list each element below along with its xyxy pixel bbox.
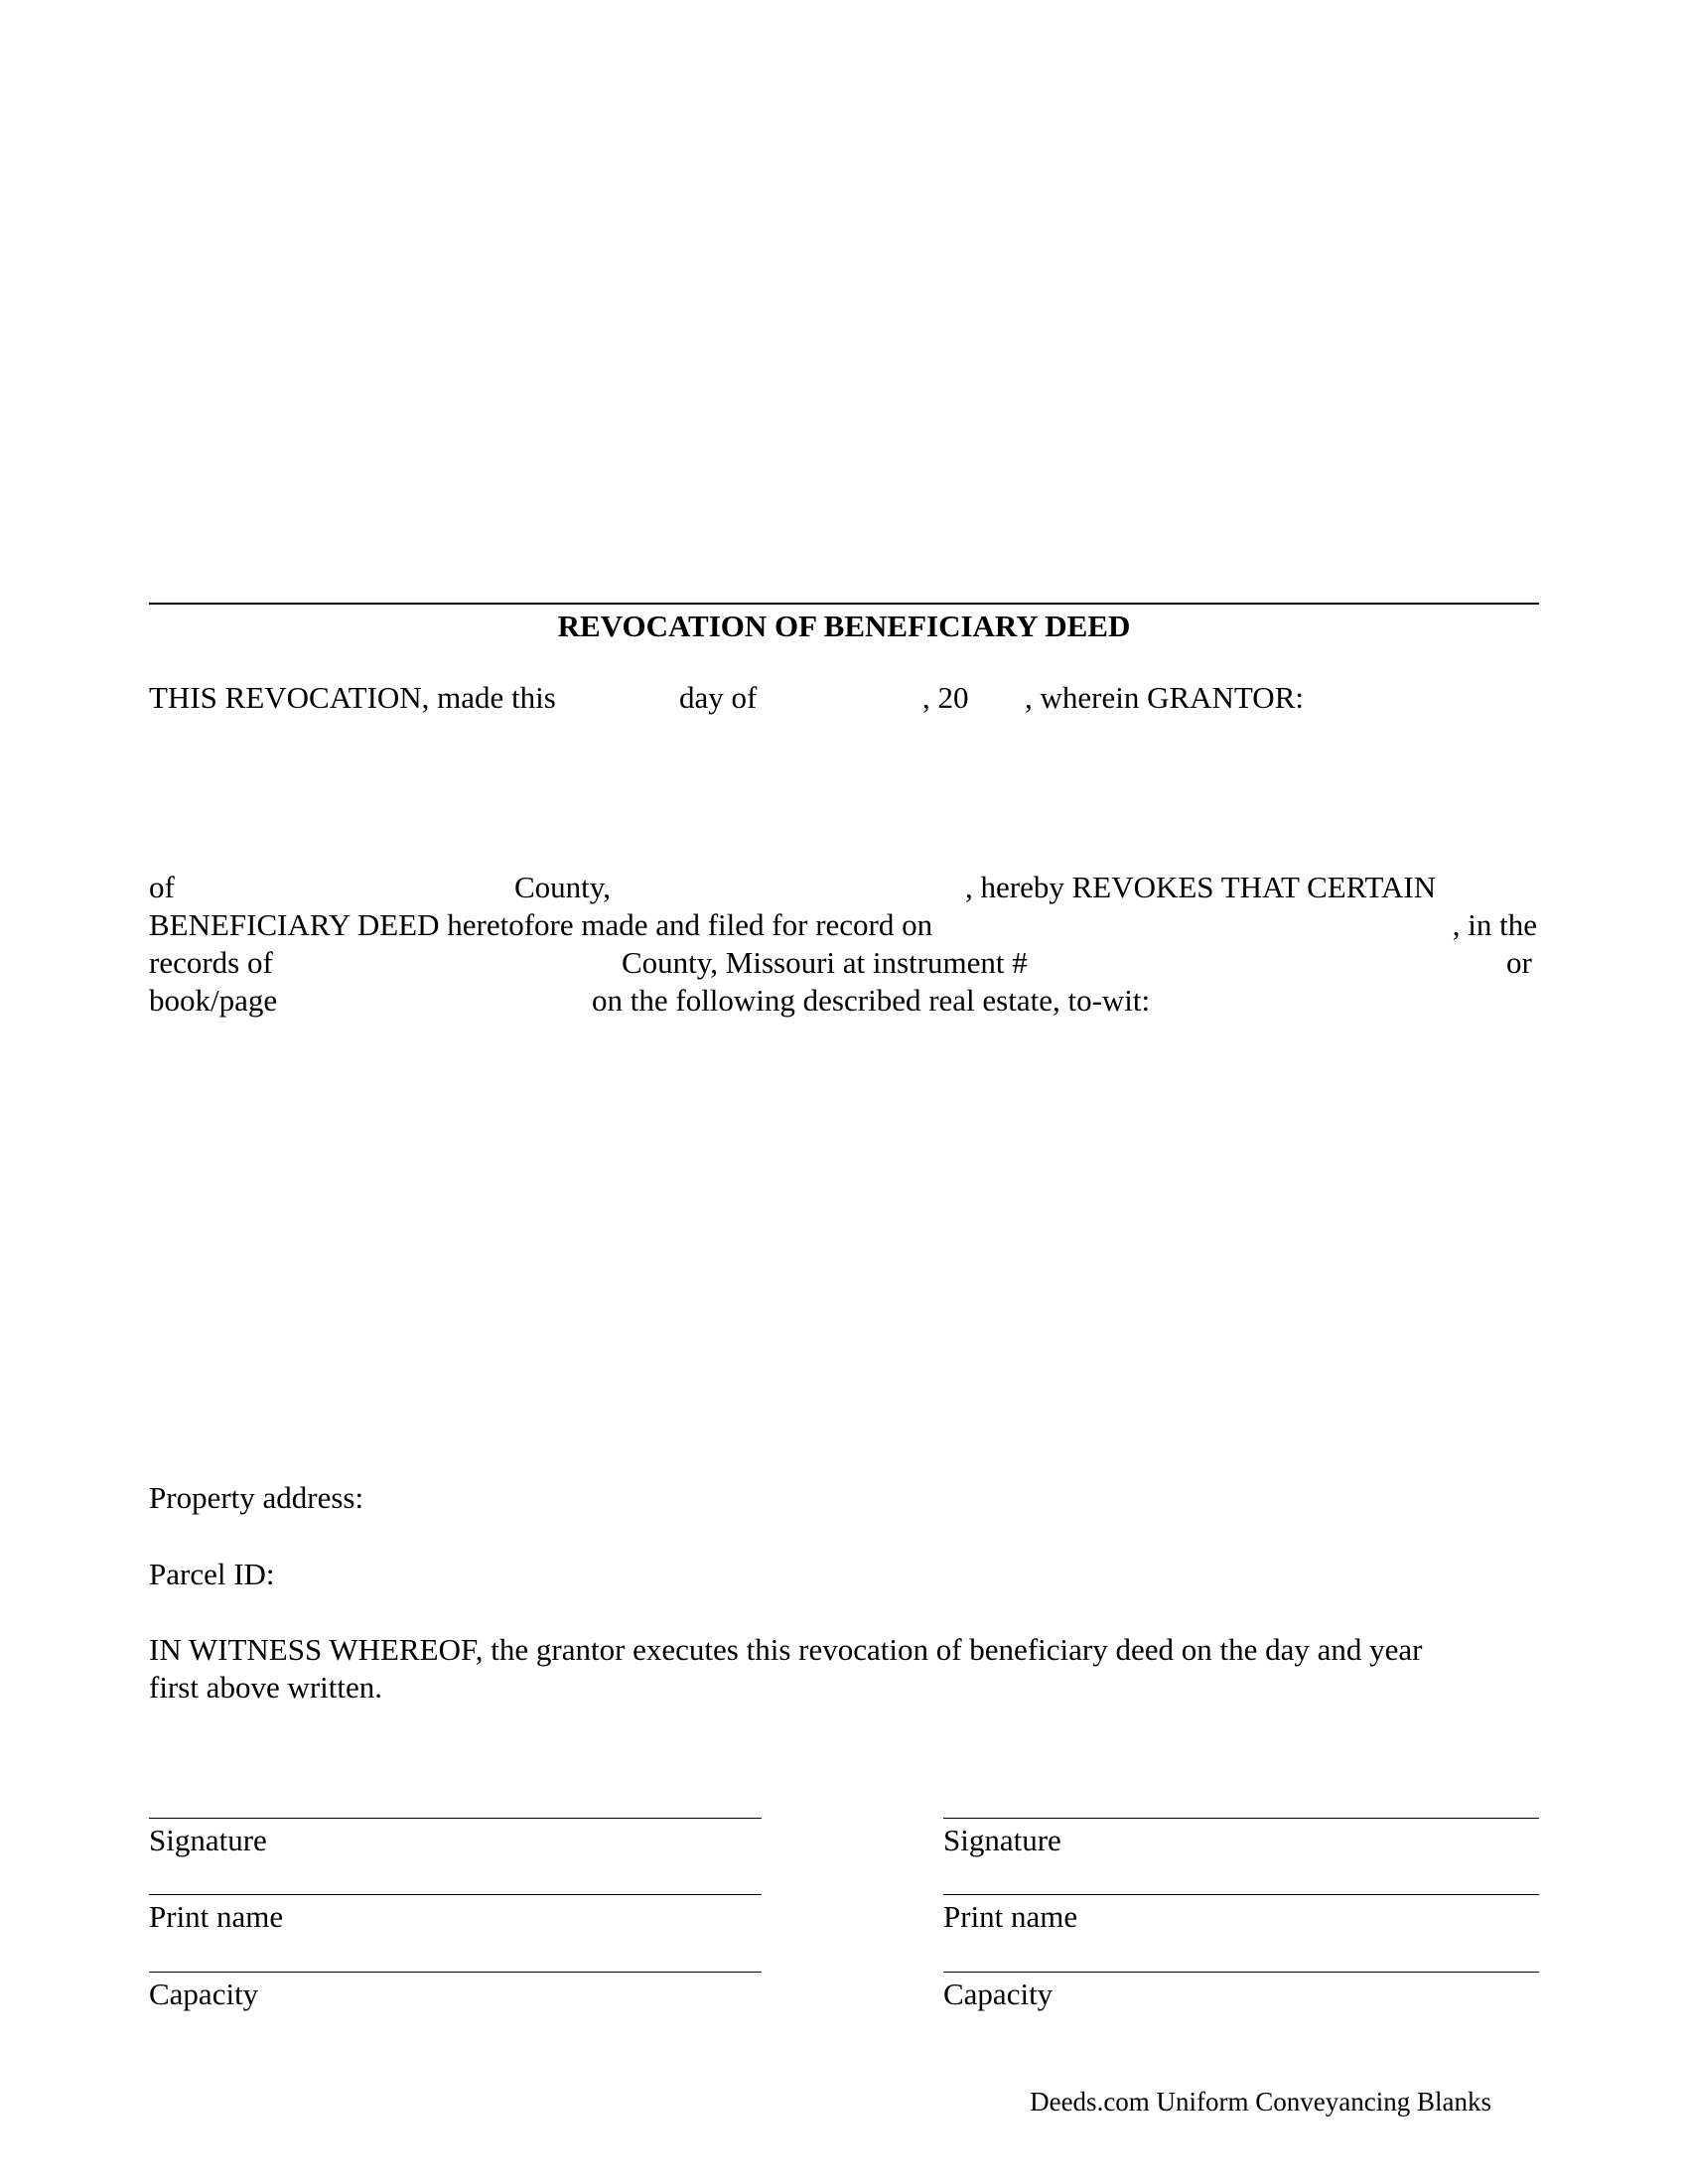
body-line4-bookpage: book/page — [149, 983, 278, 1018]
parcel-id-label: Parcel ID: — [149, 1557, 275, 1591]
right-print-name-line — [943, 1894, 1539, 1895]
body-line2-end: , in the — [1452, 907, 1537, 942]
witness-line-2: first above written. — [149, 1670, 383, 1705]
intro-text-3: , 20 — [922, 680, 969, 715]
left-capacity-label: Capacity — [149, 1977, 259, 2011]
left-signature-line — [149, 1818, 762, 1819]
left-signature-label: Signature — [149, 1823, 267, 1857]
footer-credit: Deeds.com Uniform Conveyancing Blanks — [1030, 2087, 1491, 2116]
right-print-name-label: Print name — [943, 1899, 1078, 1934]
property-address-label: Property address: — [149, 1480, 364, 1515]
document-title: REVOCATION OF BENEFICIARY DEED — [557, 609, 1131, 643]
body-line1-revokes: , hereby REVOKES THAT CERTAIN — [965, 870, 1437, 904]
body-line1-county: County, — [514, 870, 612, 904]
right-capacity-line — [943, 1972, 1539, 1973]
intro-text-2: day of — [679, 680, 758, 715]
right-signature-line — [943, 1818, 1539, 1819]
intro-text-1: THIS REVOCATION, made this — [149, 680, 556, 715]
witness-line-1: IN WITNESS WHEREOF, the grantor executes this revocation of beneficiary deed on the day and year — [149, 1632, 1423, 1667]
right-signature-label: Signature — [943, 1823, 1061, 1857]
body-line1-of: of — [149, 870, 175, 904]
body-line3-or: or — [1506, 945, 1532, 980]
left-capacity-line — [149, 1972, 762, 1973]
body-line3-records: records of — [149, 945, 273, 980]
title-top-rule — [149, 603, 1539, 605]
right-capacity-label: Capacity — [943, 1977, 1054, 2011]
body-line2-text: BENEFICIARY DEED heretofore made and filed for record on — [149, 907, 933, 942]
body-line2 — [149, 906, 1537, 944]
body-line3-county: County, Missouri at instrument # — [622, 945, 1028, 980]
body-line4-following: on the following described real estate, to-wit: — [592, 983, 1151, 1018]
left-print-name-line — [149, 1894, 762, 1895]
intro-text-4: , wherein GRANTOR: — [1025, 680, 1304, 715]
left-print-name-label: Print name — [149, 1899, 284, 1934]
